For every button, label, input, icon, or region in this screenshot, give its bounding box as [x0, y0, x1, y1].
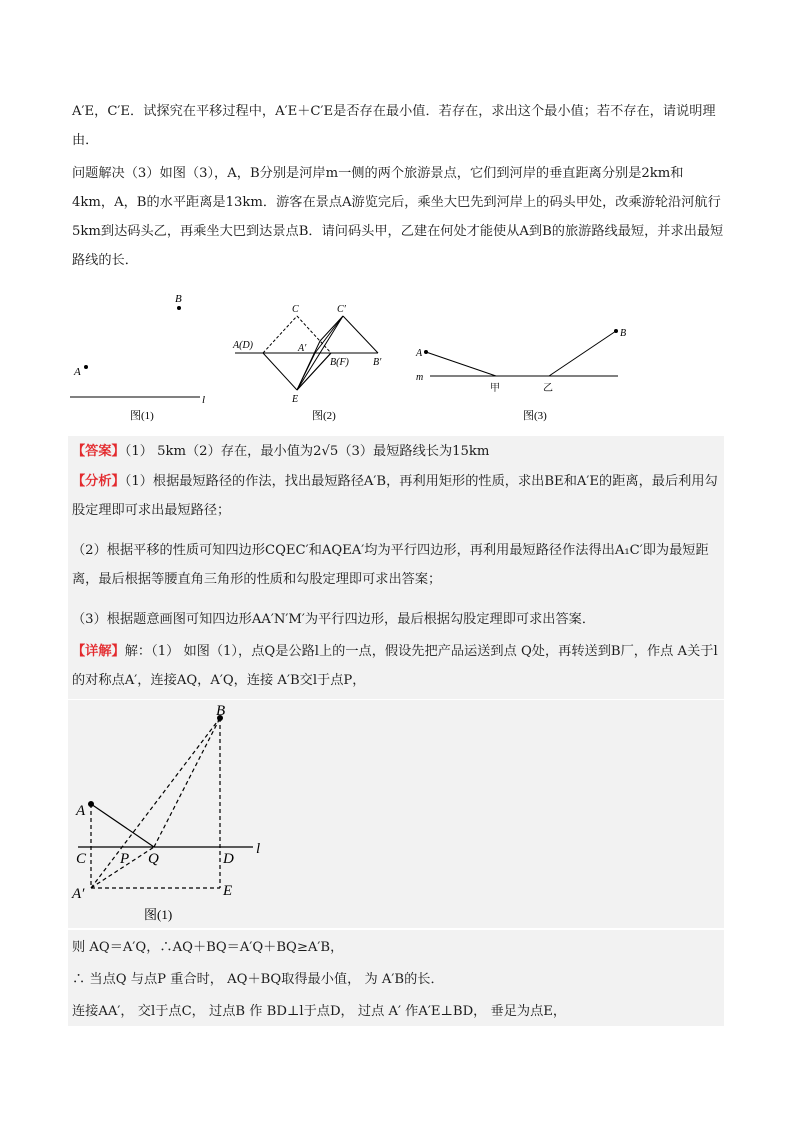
- question-paragraph-2: 问题解决（3）如图（3），A，B分别是河岸m一侧的两个旅游景点，它们到河岸的垂直距离分别是2km和4km，A，B的水平距离是13km．游客在景点A游览完后，乘坐大巴先到河岸上的码头甲处，改乘游轮沿河航行5km到达码头乙，再乘坐大巴到达景点B．请问码头甲，乙建在何处才能使从A到B的旅游路线最短，并求出最短路线的长．: [72, 166, 724, 268]
- detail-text-1: 解：（1） 如图（1），点Q是公路l上的一点，假设先把产品运送到点 Q处，再转送到B厂，作点 A关于l 的对称点A′，连接AQ，A′Q，连接 A′B交l于点P，: [72, 644, 718, 688]
- svg-text:C: C: [292, 304, 299, 315]
- detail-line-2: 则 AQ＝A′Q，∴AQ＋BQ＝A′Q＋BQ≥A′B，: [72, 940, 344, 955]
- svg-text:乙: 乙: [543, 383, 553, 394]
- answer-text: （1） 5km（2）存在，最小值为2√5（3）最短路线长为15km: [124, 444, 490, 459]
- detail-line-4: 连接AA′， 交l于点C， 过点B 作 BD⊥l于点D， 过点 A′ 作A′E⊥BD， 垂足为点E，: [72, 1004, 567, 1019]
- analysis-text-1: （1）根据最短路径的作法，找出最短路径A′B，再利用矩形的性质，求出BE和A′E的距离，最后利用勾股定理即可求出最短路径；: [72, 474, 718, 518]
- svg-text:图(1): 图(1): [130, 410, 154, 422]
- svg-text:A: A: [76, 803, 86, 819]
- question-paragraph-1: A′E，C′E．试探究在平移过程中，A′E＋C′E是否存在最小值．若存在，求出这个最小值；若不存在，请说明理由．: [72, 104, 716, 148]
- svg-text:P: P: [120, 851, 130, 867]
- svg-text:E: E: [223, 883, 233, 899]
- svg-text:图(3): 图(3): [523, 410, 547, 422]
- svg-text:m: m: [416, 372, 424, 383]
- svg-text:C: C: [76, 851, 87, 867]
- detail-figure: [68, 700, 328, 928]
- svg-text:B: B: [175, 293, 182, 305]
- svg-text:l: l: [256, 841, 261, 857]
- svg-text:图(2): 图(2): [312, 410, 336, 422]
- detail-paragraph-1: [72, 637, 724, 695]
- question-figures: [60, 285, 740, 430]
- detail-tag: 【详解】: [72, 644, 125, 659]
- svg-text:B: B: [620, 328, 627, 339]
- svg-text:A(D): A(D): [233, 340, 253, 351]
- figure-2: [232, 304, 382, 422]
- analysis-tag: 【分析】: [72, 474, 125, 489]
- svg-text:Q: Q: [148, 851, 159, 867]
- analysis-paragraph-1: [72, 467, 724, 525]
- svg-text:B′: B′: [373, 357, 382, 368]
- svg-text:l: l: [202, 394, 206, 406]
- svg-text:C′: C′: [337, 304, 346, 315]
- svg-text:B: B: [216, 703, 226, 719]
- svg-text:图(1): 图(1): [144, 907, 173, 922]
- svg-text:A: A: [74, 366, 81, 378]
- answer-tag: 【答案】: [72, 444, 125, 459]
- figure-1: [70, 293, 205, 422]
- figure-3: [415, 328, 626, 422]
- svg-text:甲: 甲: [490, 383, 500, 394]
- svg-text:A′: A′: [298, 343, 307, 354]
- svg-text:A: A: [416, 348, 423, 359]
- svg-text:D: D: [223, 851, 234, 867]
- svg-text:E: E: [292, 394, 299, 405]
- answer-line: [72, 437, 724, 466]
- detail-line-3: ∴ 当点Q 与点P 重合时， AQ＋BQ取得最小值， 为 A′B的长．: [72, 972, 444, 987]
- analysis-paragraph-3: （3）根据题意画图可知四边形AA′N′M′为平行四边形，最后根据勾股定理即可求出答案．: [72, 612, 596, 627]
- svg-text:B(F): B(F): [330, 357, 349, 368]
- svg-text:A′: A′: [72, 886, 85, 902]
- analysis-paragraph-2: （2）根据平移的性质可知四边形CQEC′和AQEA′均为平行四边形，再利用最短路径作法得出A₁C′即为最短距离，最后根据等腰直角三角形的性质和勾股定理即可求出答案；: [72, 543, 709, 587]
